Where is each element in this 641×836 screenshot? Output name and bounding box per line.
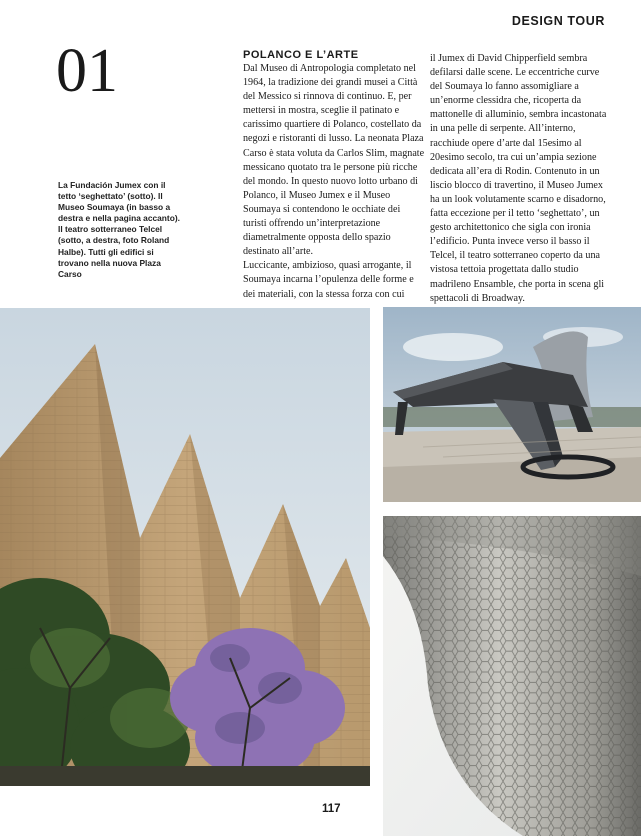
soumaya-illustration <box>383 516 641 836</box>
page-number: 117 <box>322 803 341 815</box>
telcel-illustration <box>383 307 641 502</box>
text-column-2 <box>430 52 612 306</box>
paragraph-3: il Jumex di David Chipperfield sembra defilarsi dalle scene. Le eccentriche curve del Soumaya lo fanno assomigliare a un’enorme clessidra che, ricoperta da mattonelle di alluminio, sembra incastonata in una pelle di serpente. All’interno, racchiude opere d’arte dal 15esimo al 20esimo secolo, tra cui un’ampia sezione dedicata all’era di Rodin. Contenuto in un liscio blocco di travertino, il Museo Jumex ha un look volutamente scarno e disadorno, fatta eccezione per il tetto ‘seghettato’, un gesto architettonico che sigla con ironia l’edificio. Punta invece verso il basso il Telcel, il teatro sotterraneo coperto da una vistosa tettoia progettata dallo studio madrileno Ensamble, che porta in scena gli spettacoli di Broadway. <box>430 53 607 304</box>
article-title: POLANCO E L’ARTE <box>243 49 359 61</box>
text-column-1 <box>243 48 425 302</box>
soumaya-photo <box>383 516 641 836</box>
telcel-photo <box>383 307 641 502</box>
paragraph-1: Dal Museo di Antropologia completato nel 1964, la tradizione dei grandi musei a Città del Messico si rinnova di continuo. E, per mettersi in mostra, sceglie il patinato e carissimo quartiere di Polanco, costellato da negozi e ristoranti di lusso. La neonata Plaza Carso è stata voluta da Carlos Slim, magnate messicano quotato tra le persone più ricche del mondo. In questo nuovo lotto urbano di Polanco, il Museo Jumex e il Museo Soumaya si contendono le occhiate dei turisti offrendo un’interpretazione diametralmente opposta dello spazio destinato all’arte. <box>243 63 425 258</box>
jumex-illustration <box>0 308 370 786</box>
photo-caption <box>58 180 180 280</box>
caption-text: La Fundación Jumex con il tetto ‘seghettato’ (sotto). Il Museo Soumaya (in basso a destra e nella pagina accanto). Il teatro sotterraneo Telcel (sotto, a destra, foto Roland Halbe). Tutti gli edifici si trovano nella nuova Plaza Carso <box>58 180 180 279</box>
article-number: 01 <box>56 37 118 105</box>
paragraph-2: Luccicante, ambizioso, quasi arrogante, il Soumaya incarna l’opulenza delle forme e dei materiali, con la stessa forza con cui <box>243 260 414 300</box>
section-label: DESIGN TOUR <box>511 14 605 28</box>
jumex-photo <box>0 308 370 786</box>
